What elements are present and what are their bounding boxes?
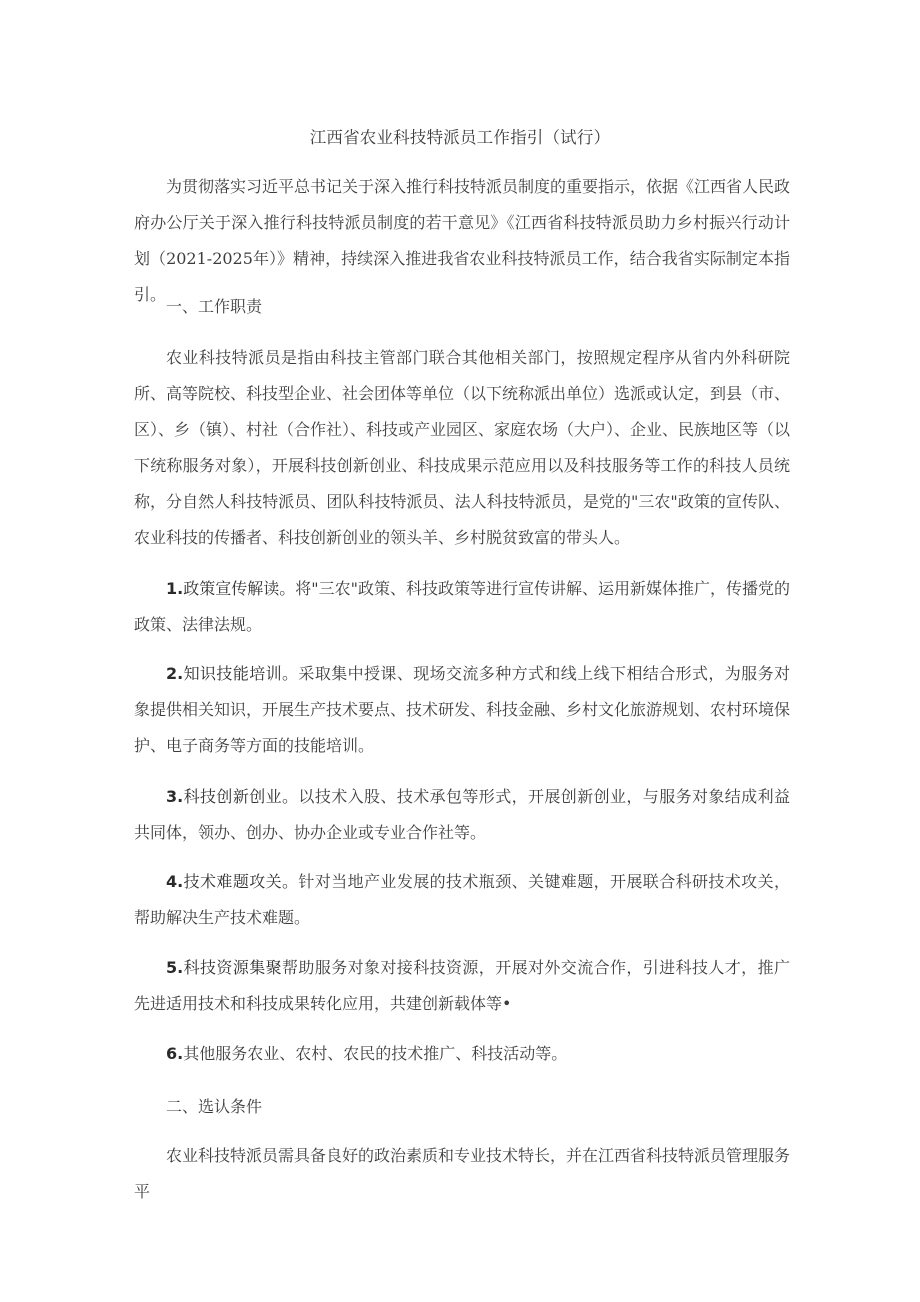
item-text: 采取集中授课、现场交流多种方式和线上线下相结合形式，为服务对象提供相关知识，开展生产技术要点、技术研发、科技金融、乡村文化旅游规划、农村环境保护、电子商务等方面的技能培训。 xyxy=(134,664,791,755)
item-text: 以技术入股、技术承包等形式，开展创新创业，与服务对象结成利益共同体，领办、创办、协办企业或专业合作社等。 xyxy=(134,787,790,842)
item-number: 1. xyxy=(166,579,184,598)
item-text: 针对当地产业发展的技术瓶颈、关键难题，开展联合科研技术攻关，帮助解决生产技术难题。 xyxy=(134,872,790,927)
criteria-paragraph: 农业科技特派员需具备良好的政治素质和专业技术特长，并在江西省科技特派员管理服务平 xyxy=(134,1146,791,1201)
item-text: 帮助服务对象对接科技资源，开展对外交流合作，引进科技人才，推广先进适用技术和科技成果转化应用，共建创新载体等• xyxy=(134,958,790,1013)
duty-item xyxy=(134,656,790,764)
duties-paragraph: 农业科技特派员是指由科技主管部门联合其他相关部门，按照规定程序从省内外科研院所、高等院校、科技型企业、社会团体等单位（以下统称派出单位）选派或认定，到县（市、区）、乡（镇）、村社（合作社）、科技或产业园区、家庭农场（大户）、企业、民族地区等（以下统称服务对象），开展科技创新创业、科技成果示范应用以及科技服务等工作的科技人员统称，分自然人科技特派员、团队科技特派员、法人科技特派员，是党的"三农"政策的宣传队、农业科技的传播者、科技创新创业的领头羊、乡村脱贫致富的带头人。 xyxy=(134,348,791,547)
item-title: 知识技能培训。 xyxy=(183,664,299,683)
section-heading-criteria: 二、选认条件 xyxy=(166,1097,263,1116)
duty-item xyxy=(134,950,790,1022)
item-text: 其他服务农业、农村、农民的技术推广、科技活动等。 xyxy=(183,1044,568,1063)
item-text: 将"三农"政策、科技政策等进行宣传讲解、运用新媒体推广，传播党的政策、法律法规。 xyxy=(134,579,790,634)
duty-item xyxy=(134,571,790,643)
item-title: 科技资源集聚 xyxy=(183,958,283,977)
section-heading-duties: 一、工作职责 xyxy=(166,297,263,316)
duty-item xyxy=(134,779,790,851)
intro-paragraph: 为贯彻落实习近平总书记关于深入推行科技特派员制度的重要指示，依据《江西省人民政府办公厅关于深入推行科技特派员制度的若干意见》《江西省科技特派员助力乡村振兴行动计划（2021-2025年）》精神，持续深入推进我省农业科技特派员工作，结合我省实际制定本指引。 xyxy=(134,177,791,304)
duty-item xyxy=(134,864,790,936)
item-number: 6. xyxy=(166,1044,184,1063)
item-title: 政策宣传解读。 xyxy=(183,579,296,598)
item-number: 3. xyxy=(166,787,184,806)
item-number: 4. xyxy=(166,872,184,891)
duty-item xyxy=(134,1036,790,1072)
item-title: 技术难题攻关。 xyxy=(183,872,299,891)
item-title: 科技创新创业。 xyxy=(183,787,299,806)
document-title: 江西省农业科技特派员工作指引（试行） xyxy=(309,128,611,147)
item-number: 2. xyxy=(166,664,184,683)
item-number: 5. xyxy=(166,958,184,977)
